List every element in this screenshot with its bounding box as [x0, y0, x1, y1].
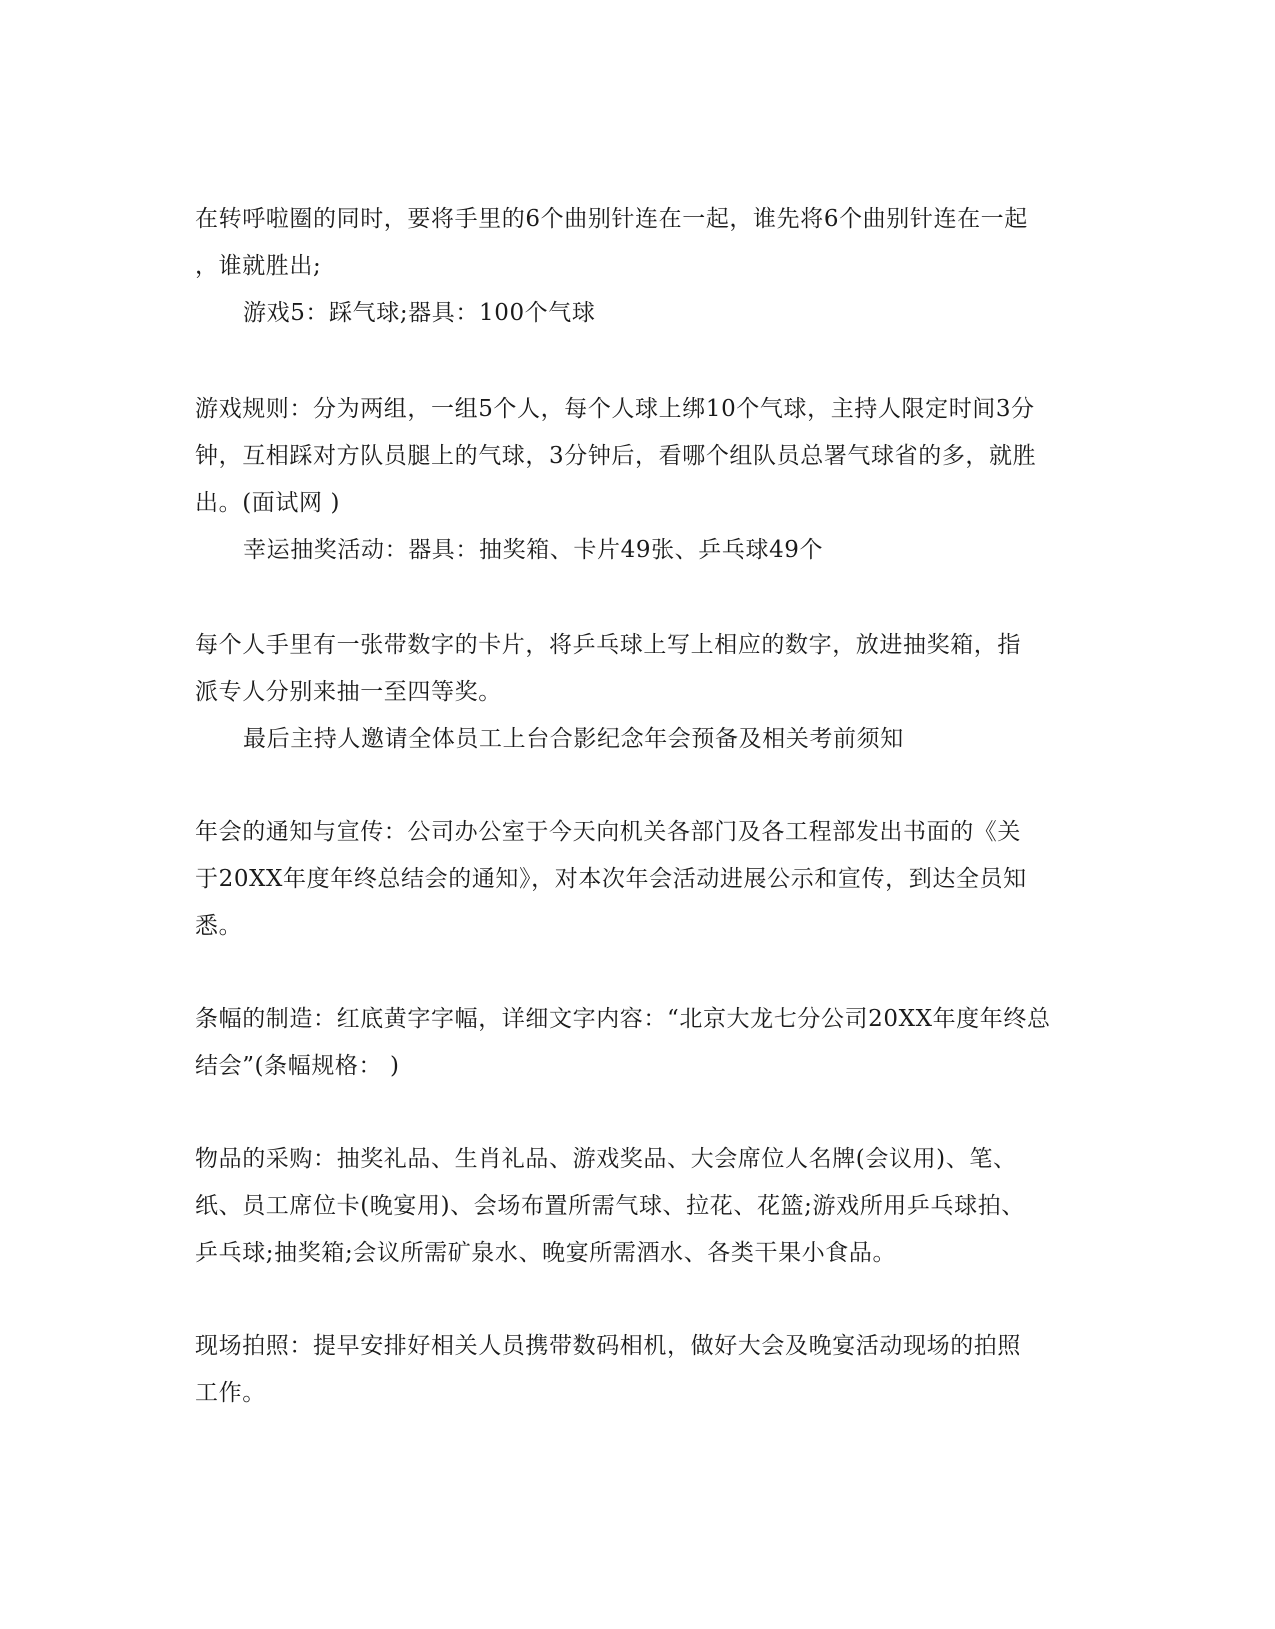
paragraph-line: ，谁就胜出;: [195, 253, 322, 279]
paragraph-line: 钟，互相踩对方队员腿上的气球，3分钟后，看哪个组队员总署气球省的多，就胜: [195, 443, 1037, 469]
paragraph-line: 悉。: [195, 913, 243, 939]
paragraph-line: 条幅的制造：红底黄字字幅，详细文字内容：“北京大龙七分公司20XX年度年终总: [195, 1006, 1051, 1032]
paragraph-line: 工作。: [195, 1380, 266, 1406]
paragraph-line: 最后主持人邀请全体员工上台合影纪念年会预备及相关考前须知: [243, 726, 904, 752]
paragraph-line: 结会”(条幅规格： ): [195, 1053, 400, 1079]
paragraph-line: 纸、员工席位卡(晚宴用)、会场布置所需气球、拉花、花篮;游戏所用乒乓球拍、: [195, 1193, 1025, 1219]
paragraph-line: 在转呼啦圈的同时，要将手里的6个曲别针连在一起，谁先将6个曲别针连在一起: [195, 206, 1028, 232]
paragraph-line: 现场拍照：提早安排好相关人员携带数码相机，做好大会及晚宴活动现场的拍照: [195, 1333, 1021, 1359]
paragraph-line: 每个人手里有一张带数字的卡片，将乒乓球上写上相应的数字，放进抽奖箱，指: [195, 632, 1021, 658]
paragraph-line: 出。(面试网 ): [195, 490, 341, 516]
paragraph-line: 乒乓球;抽奖箱;会议所需矿泉水、晚宴所需酒水、各类干果小食品。: [195, 1240, 897, 1266]
paragraph-line: 物品的采购：抽奖礼品、生肖礼品、游戏奖品、大会席位人名牌(会议用)、笔、: [195, 1146, 1017, 1172]
paragraph-line: 幸运抽奖活动：器具：抽奖箱、卡片49张、乒乓球49个: [243, 537, 824, 563]
paragraph-line: 游戏规则：分为两组，一组5个人，每个人球上绑10个气球，主持人限定时间3分: [195, 396, 1035, 422]
paragraph-line: 派专人分别来抽一至四等奖。: [195, 679, 502, 705]
paragraph-line: 游戏5：踩气球;器具：100个气球: [243, 300, 596, 326]
paragraph-line: 年会的通知与宣传：公司办公室于今天向机关各部门及各工程部发出书面的《关: [195, 819, 1021, 845]
paragraph-line: 于20XX年度年终总结会的通知》，对本次年会活动进展公示和宣传，到达全员知: [195, 866, 1027, 892]
